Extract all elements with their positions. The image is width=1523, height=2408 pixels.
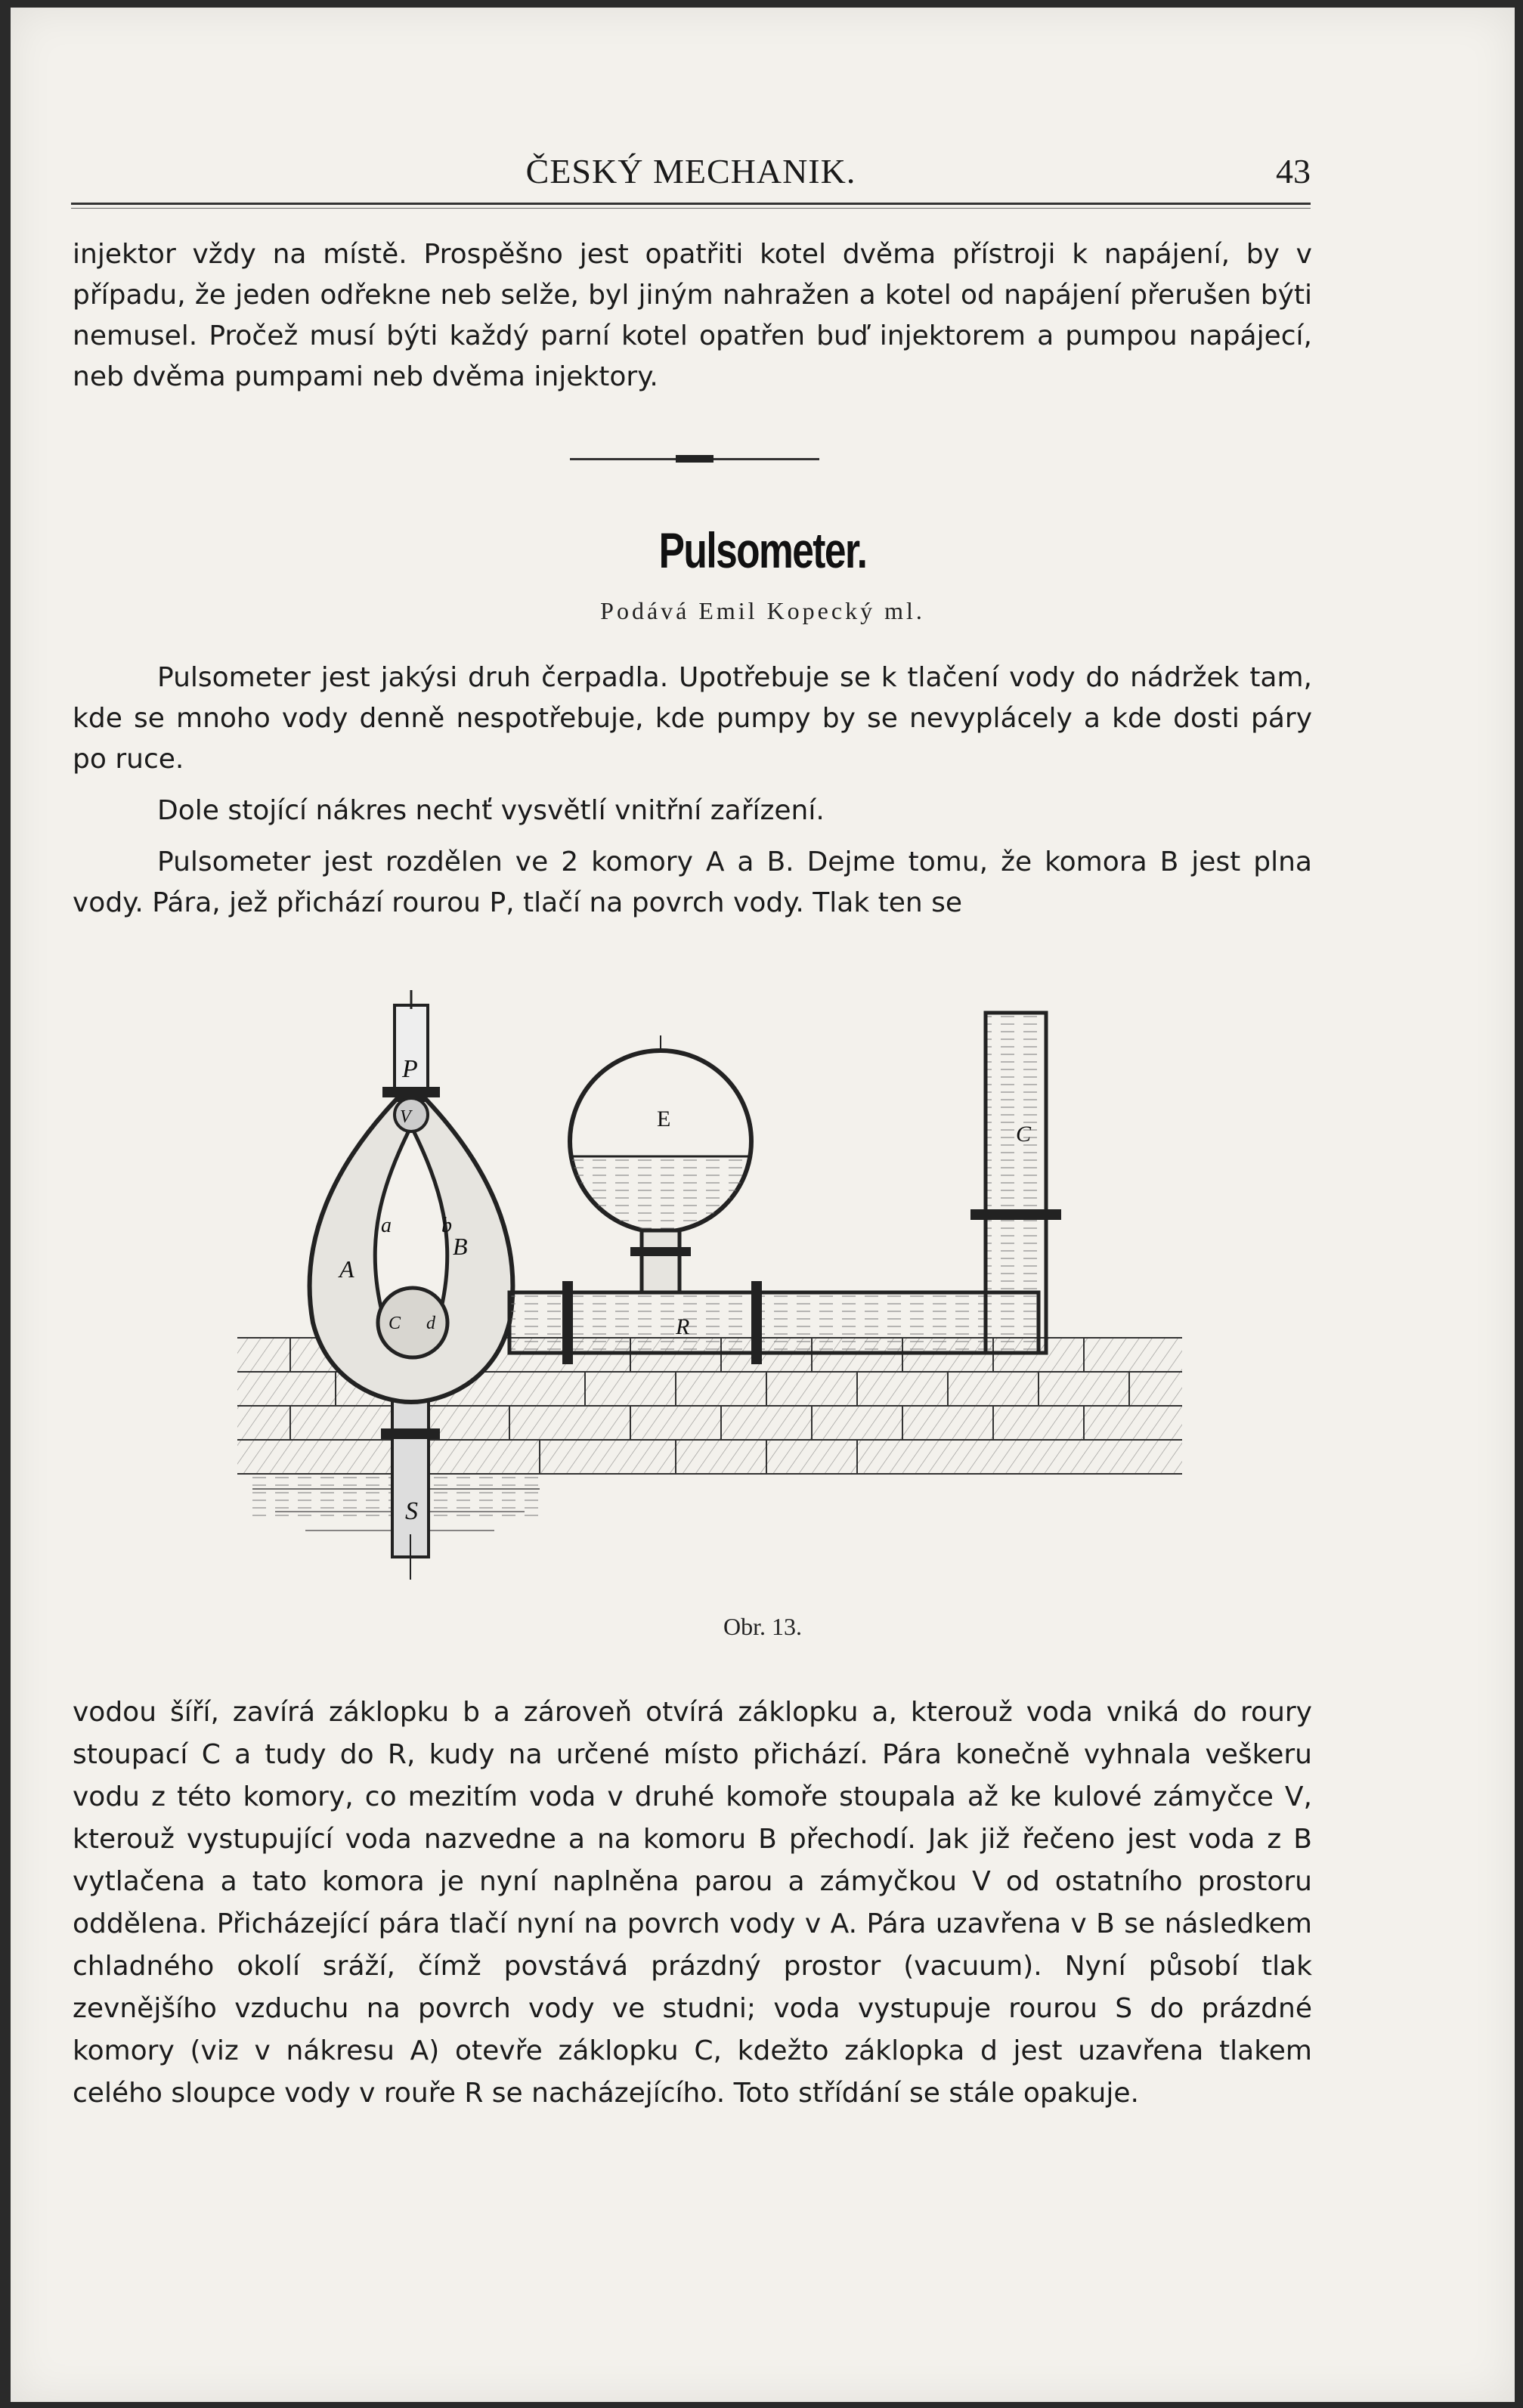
header-rule bbox=[71, 203, 1311, 209]
label-ball-valve: V bbox=[400, 1107, 411, 1127]
section-title: Pulsometer. bbox=[658, 522, 867, 578]
figure-caption: Obr. 13. bbox=[723, 1613, 802, 1640]
air-vessel bbox=[570, 1035, 751, 1292]
closing-paragraph: vodou šíří, zavírá záklopku b a zároveň otvírá záklopku a, kterouž voda vniká do roury stoupací C a tudy do R, kudy na určené místo přichází. Pára konečně vyhnala veškeru vodu z této komory, co mezitím voda v druhé komoře stoupala až ke kulové zámyčce V, kterouž vystupující voda nazvedne a na komoru B přechodí. Jak již řečeno jest voda z B vytlačena a tato komora je nyní naplněna parou a zámyčkou V od ostatního prostoru oddělena. Přicházející pára tlačí nyní na povrch vody v A. Pára uzavřena v B se následkem chladného okolí sráží, čímž povstává prázdný prostor (vacuum). Nyní působí tlak zevnějšího vzduchu na povrch vody ve studni; voda vystupuje rourou S do prázdné komory (viz v nákresu A) otevře záklopku C, kdežto záklopka d jest uzavřena tlakem celého sloupce vody v rouře R se nacházejícího. Toto střídání se stále opakuje. bbox=[73, 1697, 1312, 2109]
section-paragraph-3: Pulsometer jest rozdělen ve 2 komory A a B. Dejme tomu, že komora B jest plna vody. Pára, jež přichází rourou P, tlačí na povrch vody. Tlak ten se bbox=[73, 847, 1312, 918]
delivery-pipe bbox=[509, 1281, 1039, 1364]
label-a: A bbox=[339, 1255, 354, 1283]
section-paragraph-2: Dole stojící nákres nechť vysvětlí vnitřní zařízení. bbox=[157, 795, 825, 826]
label-r: R bbox=[676, 1314, 690, 1339]
riser-pipe bbox=[970, 1013, 1061, 1353]
intro-paragraph-block bbox=[73, 234, 1312, 398]
section-divider-ornament bbox=[676, 455, 714, 463]
label-e: E bbox=[657, 1107, 671, 1131]
section-body bbox=[73, 658, 1312, 924]
steam-pipe bbox=[382, 990, 440, 1097]
book-page bbox=[11, 8, 1515, 2402]
label-valve-c: C bbox=[388, 1314, 401, 1333]
pulsometer-diagram bbox=[207, 990, 1190, 1587]
label-c: C bbox=[1016, 1122, 1032, 1147]
intro-paragraph: injektor vždy na místě. Prospěšno jest opatřiti kotel dvěma přístroji k napájení, by v případu, že jeden odřekne neb selže, byl jiným nahražen a kotel od napájení přerušen býti nemusel. Pročež musí býti každý parní kotel opatřen buď injektorem a pumpou napájecí, neb dvěma pumpami neb dvěma injektory. bbox=[73, 239, 1312, 392]
label-valve-d: d bbox=[426, 1314, 435, 1333]
running-title: ČESKÝ MECHANIK. bbox=[525, 152, 856, 190]
label-b: B bbox=[453, 1233, 468, 1260]
closing-paragraph-block bbox=[73, 1691, 1312, 2115]
author-byline: Podává Emil Kopecký ml. bbox=[600, 597, 925, 624]
label-p: P bbox=[402, 1055, 418, 1083]
pump-chambers bbox=[310, 1098, 513, 1402]
page-header bbox=[71, 145, 1311, 198]
label-valve-b: b bbox=[441, 1214, 452, 1237]
page-number: 43 bbox=[1276, 152, 1311, 190]
section-paragraph-1: Pulsometer jest jakýsi druh čerpadla. Upotřebuje se k tlačení vody do nádržek tam, kde se mnoho vody denně nespotřebuje, kde pumpy by se nevyplácely a kde dosti páry po ruce. bbox=[73, 662, 1312, 775]
label-valve-a: a bbox=[381, 1214, 392, 1237]
label-s: S bbox=[405, 1497, 418, 1525]
